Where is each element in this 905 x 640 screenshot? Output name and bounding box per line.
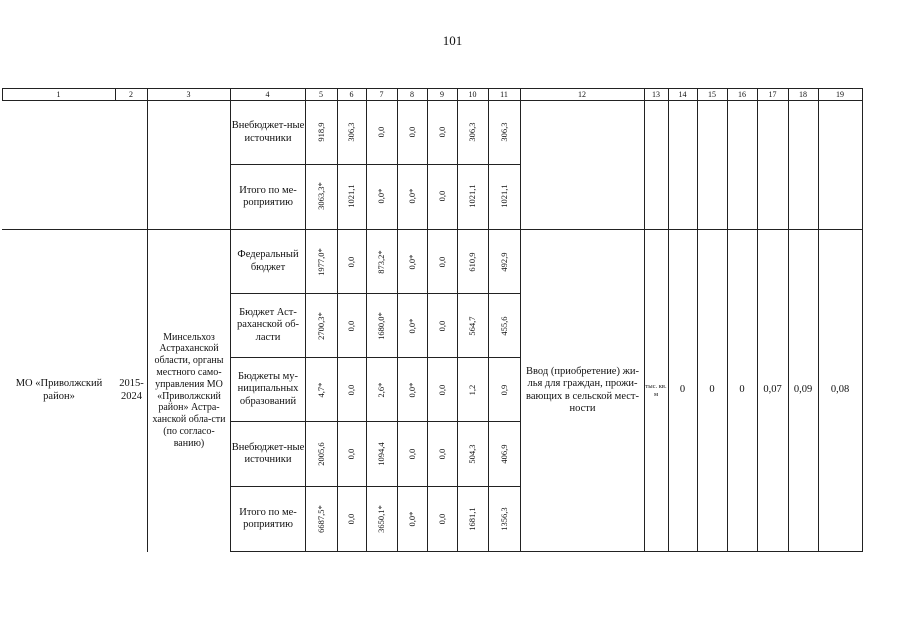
value-cell: 0,0* (407, 511, 417, 527)
unit-cell: тыс. кв. м (645, 382, 667, 398)
header-col-9: 9 (440, 89, 444, 99)
value-cell: 0,0* (376, 188, 386, 204)
value-cell: 0,0 (346, 320, 356, 332)
value-cell: 0,0 (346, 448, 356, 460)
header-col-15: 15 (708, 89, 716, 99)
value-cell: 306,3 (467, 122, 477, 142)
header-col-4: 4 (265, 89, 270, 99)
header-col-7: 7 (379, 89, 384, 99)
rule-col-right (862, 88, 863, 552)
value-cell: 1,2 (467, 384, 477, 396)
header-col-6: 6 (349, 89, 354, 99)
value-cell: 0,0 (437, 320, 447, 332)
indicator-cell: Ввод (приобретение) жи-лья для граждан, прожи-вающих в сельской мест-ности (526, 365, 639, 414)
value-cell: 4,7* (316, 382, 326, 398)
value-cell: 306,3 (499, 122, 509, 142)
funding-source-label: Внебюджет-ные источники (231, 120, 305, 144)
header-col-14: 14 (678, 89, 687, 99)
value-cell: 1680,0* (376, 312, 386, 340)
value-cell: 492,9 (499, 252, 509, 272)
value-cell: 0,0 (407, 126, 417, 138)
header-col-17: 17 (768, 89, 777, 99)
value-cell: 0,0 (407, 448, 417, 460)
period-cell: 2015-2024 (119, 378, 144, 402)
funding-source-label: Бюджеты му-ниципальных образований (237, 370, 299, 407)
value-cell: 3063,3* (316, 182, 326, 210)
value-cell: 455,6 (499, 316, 509, 336)
rule-header-bottom (2, 100, 863, 101)
value-cell: 0,9 (499, 384, 509, 396)
header-col-10: 10 (468, 89, 477, 99)
header-col-13: 13 (652, 89, 660, 99)
value-cell: 1356,3 (499, 507, 509, 531)
value-cell: 0,0 (346, 513, 356, 525)
header-col-12: 12 (578, 89, 586, 99)
rule-bottom (230, 551, 863, 552)
header-col-18: 18 (799, 89, 807, 99)
rule-col-8 (427, 88, 428, 552)
value-cell: 0,0 (437, 384, 447, 396)
header-col-3: 3 (186, 89, 191, 99)
value-cell: 1021,1 (346, 184, 356, 208)
page-number: 101 (442, 33, 463, 48)
header-col-5: 5 (319, 89, 323, 99)
value-cell: 2700,3* (316, 312, 326, 340)
value-cell: 0,0 (376, 126, 386, 138)
value-cell: 0,0* (407, 254, 417, 270)
rule-col-10 (488, 88, 489, 552)
value-cell: 0,0 (346, 256, 356, 268)
value-cell: 0,0* (407, 382, 417, 398)
value-cell: 918,9 (316, 122, 326, 142)
value-cell: 2005,6 (316, 442, 326, 466)
header-col-16: 16 (738, 89, 746, 99)
value-cell: 504,3 (467, 444, 477, 464)
value-cell: 0,0 (346, 384, 356, 396)
value-cell: 1681,1 (467, 507, 477, 531)
funding-source-label: Федеральный бюджет (237, 249, 299, 273)
value-cell: 406,9 (499, 444, 509, 464)
value-cell: 1021,1 (499, 184, 509, 208)
header-col-8: 8 (410, 89, 414, 99)
rule-col-2 (147, 88, 148, 552)
header-col-11: 11 (500, 89, 508, 99)
value-cell: 1977,0* (316, 248, 326, 276)
header-col-19: 19 (836, 89, 844, 99)
rule-col-9 (457, 88, 458, 552)
value-cell: 3650,1* (376, 505, 386, 533)
header-col-1: 1 (56, 89, 61, 99)
value-cell: 0,0 (437, 190, 447, 202)
rule-col-11 (520, 88, 521, 552)
value-cell: 6687,5* (316, 505, 326, 533)
value-cell: 0,0 (437, 126, 447, 138)
target-cell: 0,08 (830, 384, 850, 396)
target-cell: 0 (679, 384, 686, 396)
rule-col-6 (366, 88, 367, 552)
value-cell: 1094,4 (376, 442, 386, 466)
rule-col-7 (397, 88, 398, 552)
funding-source-label: Внебюджет-ные источники (231, 441, 305, 465)
value-cell: 610,9 (467, 252, 477, 272)
value-cell: 0,0* (407, 318, 417, 334)
value-cell: 0,0 (437, 256, 447, 268)
value-cell: 2,6* (376, 382, 386, 398)
funding-source-label: Итого по ме-роприятию (239, 184, 297, 208)
target-cell: 0 (709, 384, 715, 396)
value-cell: 0,0 (437, 513, 447, 525)
municipality-cell: МО «Приволжский район» (15, 378, 103, 402)
target-cell: 0,09 (793, 384, 813, 396)
value-cell: 0,0 (437, 448, 447, 460)
funding-source-label: Итого по ме-роприятию (239, 506, 297, 530)
target-cell: 0 (739, 384, 745, 396)
rule-col-5 (337, 88, 338, 552)
value-cell: 564,7 (467, 316, 477, 336)
target-cell: 0,07 (763, 384, 782, 396)
rule-col-4 (305, 88, 306, 552)
value-cell: 1021,1 (467, 184, 477, 208)
value-cell: 306,3 (346, 122, 356, 142)
executor-cell: Минсельхоз Астраханской области, органы местного само-управления МО «Приволжский район» Астра-ханской обла-сти (по согласо-ванию) (152, 331, 226, 449)
header-col-2: 2 (129, 89, 133, 99)
value-cell: 0,0* (407, 188, 417, 204)
funding-source-label: Бюджет Аст-раханской об-ласти (236, 306, 300, 343)
value-cell: 873,2* (376, 250, 386, 274)
